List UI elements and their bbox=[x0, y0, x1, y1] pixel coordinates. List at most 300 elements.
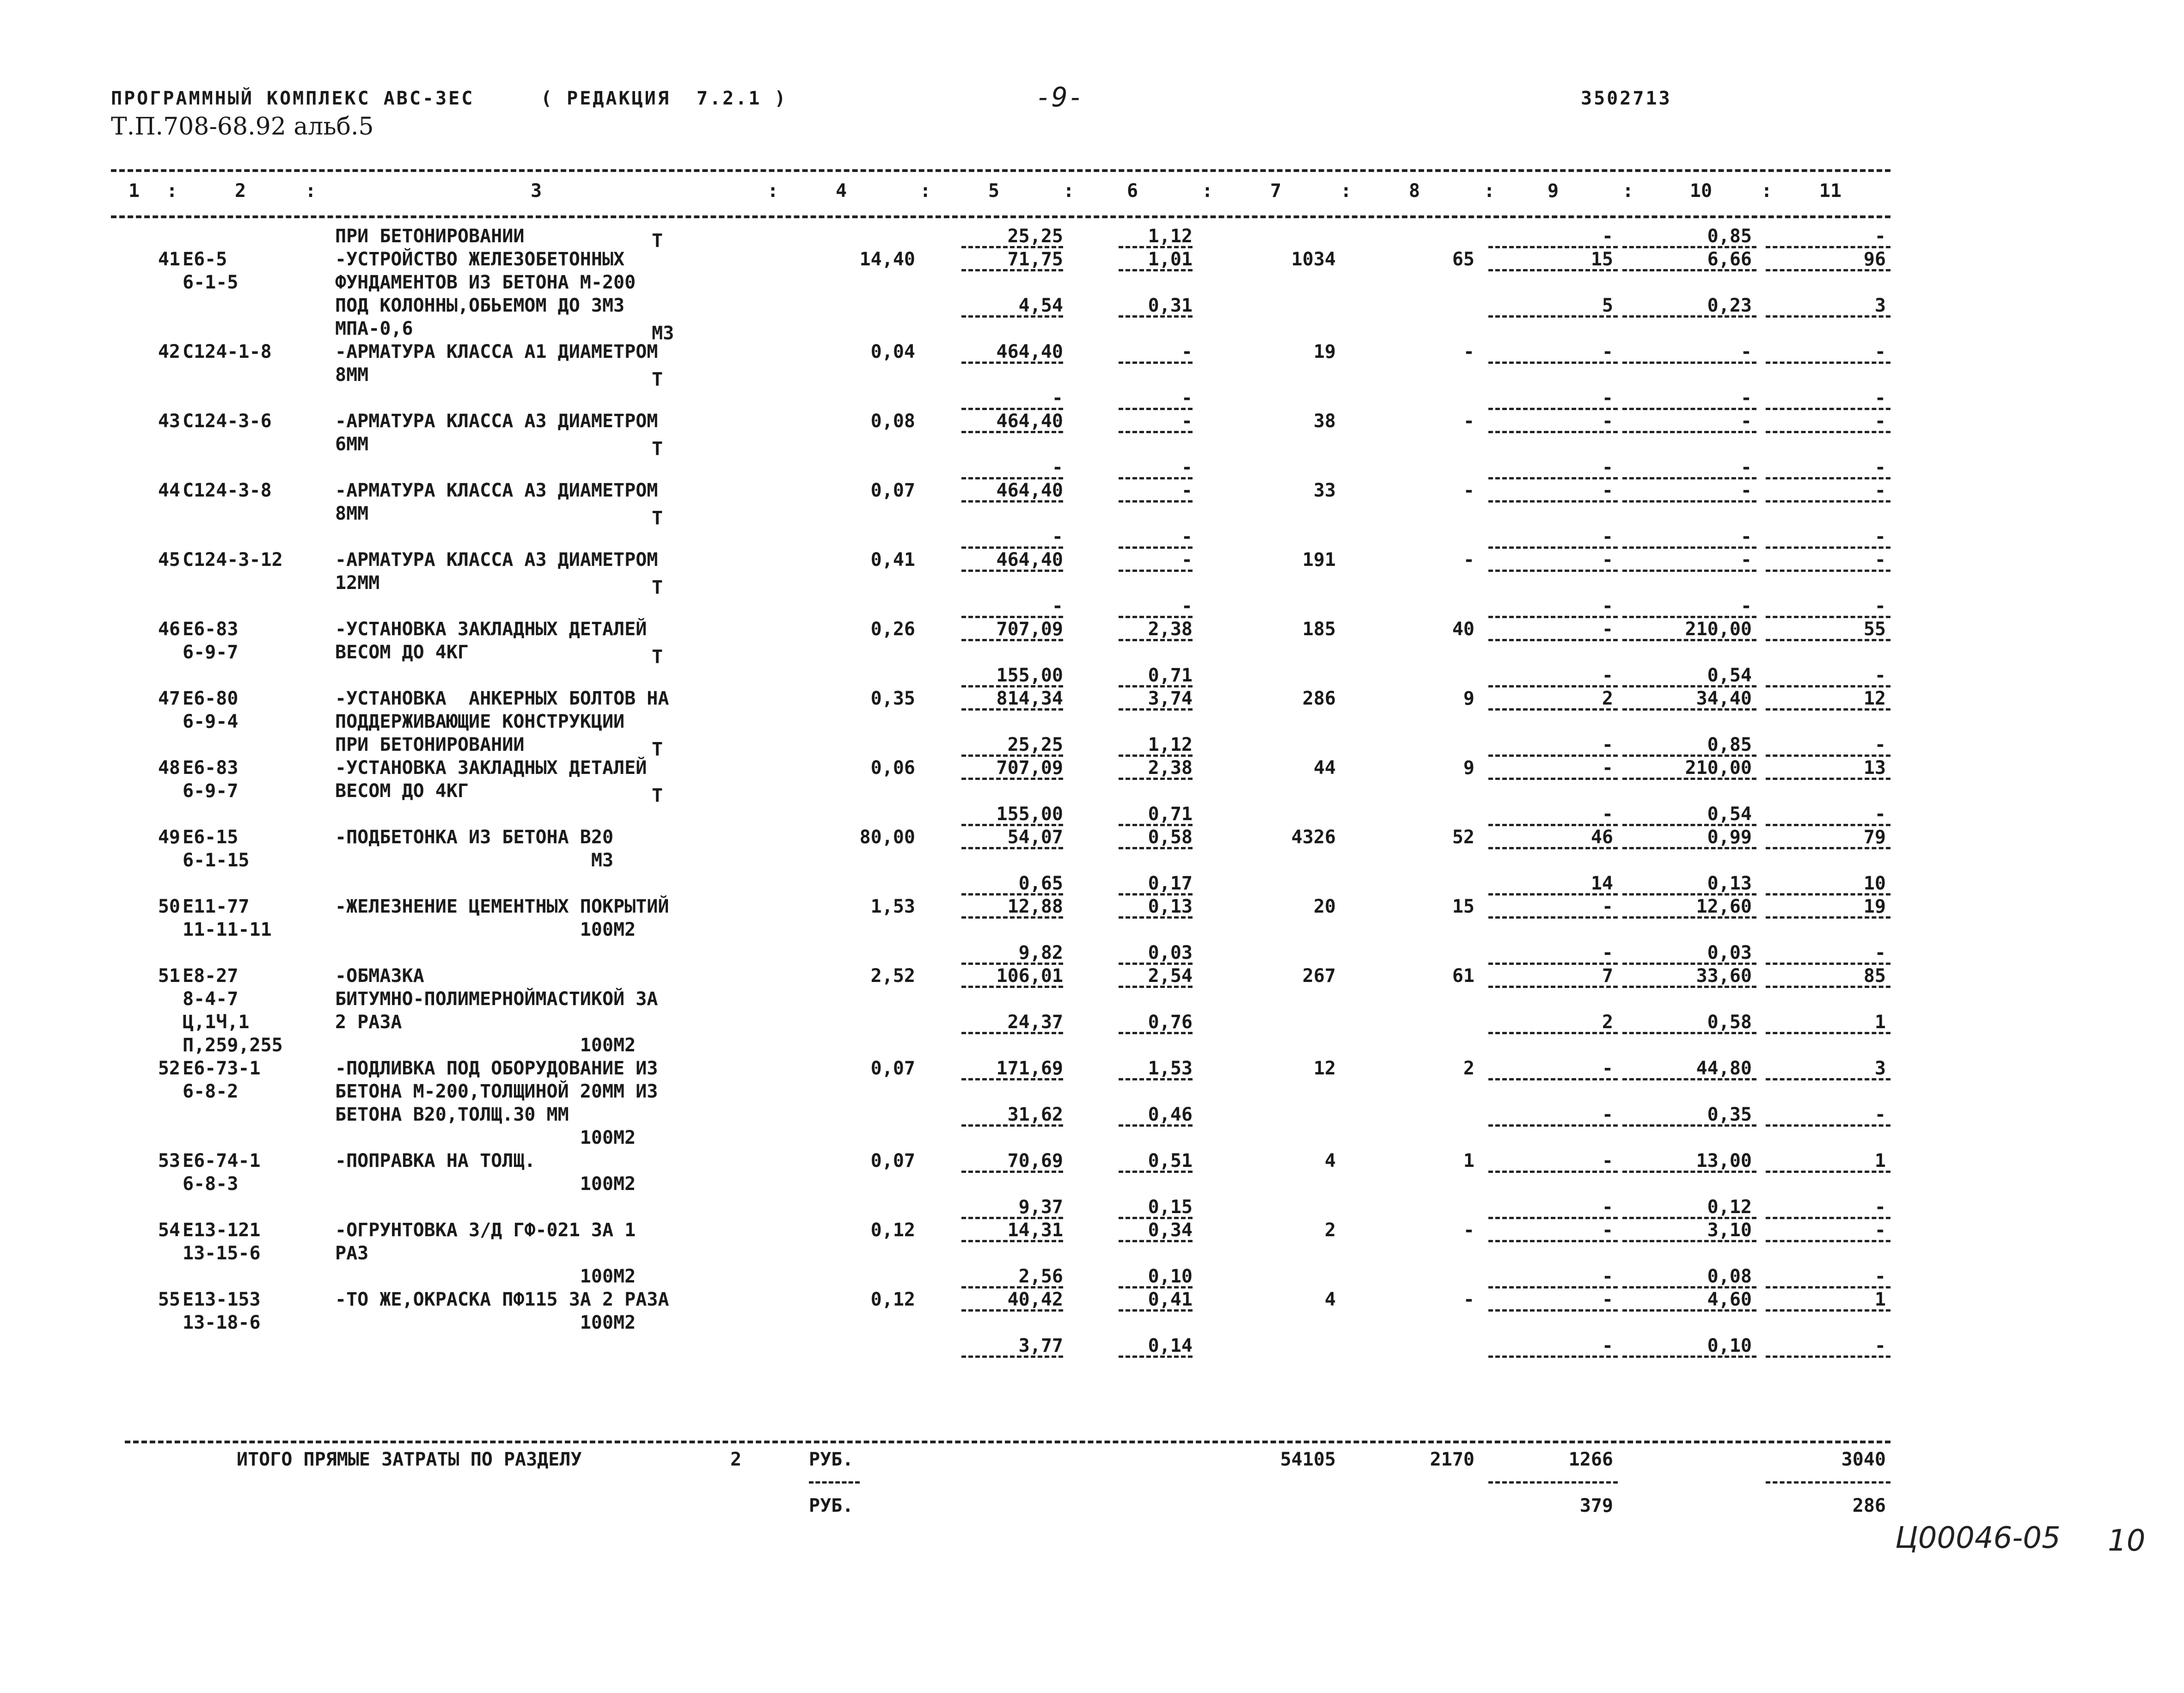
value-underline bbox=[961, 500, 1063, 503]
column-header-6: 6 bbox=[1126, 180, 1138, 202]
cell-col1: 55 bbox=[158, 1289, 180, 1310]
cell-col2: 6-1-5 bbox=[183, 272, 239, 293]
cell-col11: - bbox=[1874, 1266, 1886, 1287]
cell-col7: 20 bbox=[1313, 896, 1336, 917]
column-separator: : bbox=[1340, 180, 1352, 202]
cell-col3: ПРИ БЕТОНИРОВАНИИ bbox=[335, 734, 525, 755]
value-underline bbox=[1622, 639, 1756, 641]
cell-col3: БЕТОНА В20,ТОЛЩ.30 ММ bbox=[335, 1104, 569, 1125]
cell-col11: 85 bbox=[1863, 965, 1886, 987]
cell-col3: 8ММ bbox=[335, 364, 369, 386]
cell-col6: 0,31 bbox=[1148, 295, 1193, 316]
value-underline bbox=[961, 362, 1063, 364]
cell-col10: - bbox=[1740, 549, 1752, 570]
cell-col3: 100М2 bbox=[335, 1312, 636, 1333]
cell-col9: - bbox=[1602, 619, 1613, 640]
cell-col3: 8ММ bbox=[335, 503, 369, 524]
cell-col9: 14 bbox=[1591, 873, 1613, 894]
cell-col11: 1 bbox=[1874, 1012, 1886, 1033]
cell-col1: 50 bbox=[158, 896, 180, 917]
cell-col9: 46 bbox=[1591, 827, 1613, 848]
column-header-7: 7 bbox=[1270, 180, 1282, 202]
cell-col2: Е6-73-1 bbox=[183, 1058, 261, 1079]
cell-col6: 0,03 bbox=[1148, 942, 1193, 963]
value-underline bbox=[1119, 1240, 1193, 1242]
cell-col5: 31,62 bbox=[1007, 1104, 1063, 1125]
cell-col6: 0,58 bbox=[1148, 827, 1193, 848]
cell-col3: БИТУМНО-ПОЛИМЕРНОЙМАСТИКОЙ ЗА bbox=[335, 988, 658, 1010]
archive-stamp-code: Ц00046-05 bbox=[1895, 1521, 2061, 1555]
cell-col3: 12ММ bbox=[335, 572, 380, 594]
value-underline bbox=[1488, 315, 1618, 318]
archive-stamp-number: 10 bbox=[2108, 1524, 2146, 1558]
value-underline bbox=[1488, 778, 1618, 780]
cell-col8: - bbox=[1463, 1289, 1474, 1310]
cell-col1: 53 bbox=[158, 1150, 180, 1172]
value-underline bbox=[1622, 847, 1756, 849]
cell-col3: -ОГРУНТОВКА З/Д ГФ-021 ЗА 1 bbox=[335, 1220, 636, 1241]
value-underline bbox=[1488, 986, 1618, 988]
cell-col11: - bbox=[1874, 387, 1886, 409]
value-underline bbox=[1622, 778, 1756, 780]
cell-col9: - bbox=[1602, 1150, 1613, 1172]
value-underline bbox=[1622, 269, 1756, 271]
column-header-3: 3 bbox=[530, 180, 542, 202]
cell-col8: - bbox=[1463, 411, 1474, 432]
cell-col5: 464,40 bbox=[996, 480, 1063, 501]
cell-col11: 55 bbox=[1863, 619, 1886, 640]
cell-col6: 0,17 bbox=[1148, 873, 1193, 894]
cell-col6: 0,76 bbox=[1148, 1012, 1193, 1033]
value-underline bbox=[1488, 362, 1618, 364]
value-underline bbox=[1622, 1078, 1756, 1080]
totals-col11: 3040 bbox=[1841, 1449, 1886, 1470]
totals-unit-1: РУБ. bbox=[809, 1449, 854, 1470]
column-separator: : bbox=[1202, 180, 1213, 202]
cell-col4: 2,52 bbox=[870, 965, 915, 987]
cell-col1: 51 bbox=[158, 965, 180, 987]
totals-col7: 54105 bbox=[1280, 1449, 1336, 1470]
column-separator: : bbox=[1063, 180, 1075, 202]
cell-col11: - bbox=[1874, 1335, 1886, 1356]
value-underline bbox=[1119, 1032, 1193, 1034]
value-underline bbox=[1119, 708, 1193, 711]
value-underline bbox=[961, 916, 1063, 919]
cell-col10: 210,00 bbox=[1685, 619, 1752, 640]
cell-col5: 70,69 bbox=[1007, 1150, 1063, 1172]
cell-col11: 79 bbox=[1863, 827, 1886, 848]
cell-col3: БЕТОНА М-200,ТОЛЩИНОЙ 20ММ ИЗ bbox=[335, 1081, 658, 1102]
cell-col2: Е13-121 bbox=[183, 1220, 261, 1241]
cell-col3: ВЕСОМ ДО 4КГ bbox=[335, 642, 469, 663]
value-underline bbox=[1622, 1032, 1756, 1034]
cell-col3: 100М2 bbox=[335, 1173, 636, 1195]
row-unit: Т bbox=[652, 438, 663, 460]
cell-col2: 6-9-7 bbox=[183, 780, 239, 802]
value-underline bbox=[1766, 362, 1890, 364]
value-underline bbox=[961, 847, 1063, 849]
cell-col3: 6ММ bbox=[335, 434, 369, 455]
cell-col1: 49 bbox=[158, 827, 180, 848]
value-underline bbox=[1119, 986, 1193, 988]
cell-col3: -ПОДБЕТОНКА ИЗ БЕТОНА В20 bbox=[335, 827, 614, 848]
totals-label: ИТОГО ПРЯМЫЕ ЗАТРАТЫ ПО РАЗДЕЛУ bbox=[237, 1449, 582, 1470]
cell-col5: 155,00 bbox=[996, 804, 1063, 825]
value-underline bbox=[1488, 269, 1618, 271]
cell-col10: - bbox=[1740, 411, 1752, 432]
cell-col8: 9 bbox=[1463, 757, 1474, 779]
cell-col6: - bbox=[1181, 526, 1193, 547]
cell-col6: 0,51 bbox=[1148, 1150, 1193, 1172]
column-separator: : bbox=[1622, 180, 1634, 202]
cell-col8: - bbox=[1463, 480, 1474, 501]
column-separator: : bbox=[1484, 180, 1495, 202]
column-header-11: 11 bbox=[1819, 180, 1842, 202]
cell-col5: 171,69 bbox=[996, 1058, 1063, 1079]
cell-col8: 65 bbox=[1452, 249, 1474, 270]
value-underline bbox=[1766, 778, 1890, 780]
value-underline bbox=[1766, 708, 1890, 711]
value-underline bbox=[1119, 916, 1193, 919]
cell-col9: - bbox=[1602, 549, 1613, 570]
cell-col2: 8-4-7 bbox=[183, 988, 239, 1010]
cell-col4: 0,12 bbox=[870, 1220, 915, 1241]
cell-col6: 3,74 bbox=[1148, 688, 1193, 709]
cell-col10: 3,10 bbox=[1707, 1220, 1752, 1241]
cell-col6: 2,38 bbox=[1148, 757, 1193, 779]
cell-col11: - bbox=[1874, 942, 1886, 963]
value-underline bbox=[1622, 1356, 1756, 1358]
cell-col7: 286 bbox=[1302, 688, 1336, 709]
column-header-2: 2 bbox=[234, 180, 246, 202]
totals-col11-foreign: 286 bbox=[1852, 1495, 1886, 1516]
cell-col11: - bbox=[1874, 734, 1886, 755]
value-underline bbox=[1488, 847, 1618, 849]
cell-col4: 0,07 bbox=[870, 1150, 915, 1172]
cell-col10: - bbox=[1740, 480, 1752, 501]
value-underline bbox=[1119, 1356, 1193, 1358]
cell-col3: РАЗ bbox=[335, 1243, 369, 1264]
value-underline bbox=[1488, 708, 1618, 711]
cell-col4: 0,08 bbox=[870, 411, 915, 432]
totals-unit-2: РУБ. bbox=[809, 1495, 854, 1516]
cell-col2: С124-3-8 bbox=[183, 480, 272, 501]
value-underline bbox=[1488, 500, 1618, 503]
value-underline bbox=[1622, 1309, 1756, 1312]
column-separator: : bbox=[305, 180, 317, 202]
cell-col10: 0,58 bbox=[1707, 1012, 1752, 1033]
value-underline bbox=[1622, 1124, 1756, 1127]
cell-col9: - bbox=[1602, 734, 1613, 755]
value-underline bbox=[1766, 570, 1890, 572]
cell-col6: - bbox=[1181, 457, 1193, 478]
cell-col1: 54 bbox=[158, 1220, 180, 1241]
cell-col2: Е13-153 bbox=[183, 1289, 261, 1310]
cell-col5: 814,34 bbox=[996, 688, 1063, 709]
cell-col9: - bbox=[1602, 896, 1613, 917]
cell-col6: 0,41 bbox=[1148, 1289, 1193, 1310]
cell-col2: 6-9-7 bbox=[183, 642, 239, 663]
value-underline bbox=[961, 1078, 1063, 1080]
value-underline bbox=[1488, 1309, 1618, 1312]
cell-col3: -АРМАТУРА КЛАССА А3 ДИАМЕТРОМ bbox=[335, 411, 658, 432]
cell-col11: - bbox=[1874, 549, 1886, 570]
column-header-9: 9 bbox=[1547, 180, 1559, 202]
cell-col9: - bbox=[1602, 804, 1613, 825]
cell-col3: -АРМАТУРА КЛАССА А1 ДИАМЕТРОМ bbox=[335, 341, 658, 362]
cell-col9: - bbox=[1602, 226, 1613, 247]
cell-col9: - bbox=[1602, 1289, 1613, 1310]
cell-col5: 2,56 bbox=[1018, 1266, 1063, 1287]
cell-col8: 15 bbox=[1452, 896, 1474, 917]
value-underline bbox=[1488, 570, 1618, 572]
cell-col9: - bbox=[1602, 387, 1613, 409]
cell-col2: Е6-80 bbox=[183, 688, 239, 709]
cell-col3: 100М2 bbox=[335, 1035, 636, 1056]
cell-col1: 44 bbox=[158, 480, 180, 501]
cell-col5: 464,40 bbox=[996, 341, 1063, 362]
value-underline bbox=[1622, 570, 1756, 572]
value-underline bbox=[961, 639, 1063, 641]
cell-col9: 7 bbox=[1602, 965, 1613, 987]
totals-col9-rule bbox=[1488, 1481, 1618, 1484]
value-underline bbox=[1766, 1124, 1890, 1127]
cell-col2: Е6-74-1 bbox=[183, 1150, 261, 1172]
cell-col5: - bbox=[1052, 457, 1063, 478]
cell-col4: 0,07 bbox=[870, 480, 915, 501]
cell-col7: 4326 bbox=[1291, 827, 1336, 848]
totals-col8: 2170 bbox=[1430, 1449, 1474, 1470]
cell-col3: ПРИ БЕТОНИРОВАНИИ bbox=[335, 226, 525, 247]
value-underline bbox=[1766, 269, 1890, 271]
cell-col11: - bbox=[1874, 457, 1886, 478]
cell-col5: - bbox=[1052, 526, 1063, 547]
row-unit: Т bbox=[652, 785, 663, 806]
cell-col6: 1,01 bbox=[1148, 249, 1193, 270]
cell-col11: - bbox=[1874, 665, 1886, 686]
column-header-1: 1 bbox=[128, 180, 140, 202]
cell-col9: - bbox=[1602, 526, 1613, 547]
column-separator: : bbox=[1761, 180, 1773, 202]
cell-col11: 96 bbox=[1863, 249, 1886, 270]
value-underline bbox=[1622, 431, 1756, 433]
cell-col7: 2 bbox=[1324, 1220, 1336, 1241]
value-underline bbox=[961, 431, 1063, 433]
cell-col5: 0,65 bbox=[1018, 873, 1063, 894]
cell-col6: 0,34 bbox=[1148, 1220, 1193, 1241]
cell-col9: - bbox=[1602, 665, 1613, 686]
cell-col9: - bbox=[1602, 757, 1613, 779]
cell-col5: 12,88 bbox=[1007, 896, 1063, 917]
cell-col2: Ц,1Ч,1 bbox=[183, 1012, 250, 1033]
value-underline bbox=[961, 315, 1063, 318]
value-underline bbox=[1488, 1124, 1618, 1127]
cell-col3: 100М2 bbox=[335, 1266, 636, 1287]
program-title: ПРОГРАММНЫЙ КОМПЛЕКС АВС-3ЕС bbox=[111, 88, 475, 109]
cell-col9: - bbox=[1602, 1196, 1613, 1218]
cell-col5: 54,07 bbox=[1007, 827, 1063, 848]
cell-col11: 3 bbox=[1874, 1058, 1886, 1079]
cell-col2: С124-3-12 bbox=[183, 549, 283, 570]
cell-col6: 1,12 bbox=[1148, 226, 1193, 247]
cell-col9: - bbox=[1602, 411, 1613, 432]
cell-col11: 13 bbox=[1863, 757, 1886, 779]
cell-col3: -АРМАТУРА КЛАССА А3 ДИАМЕТРОМ bbox=[335, 480, 658, 501]
value-underline bbox=[1766, 1240, 1890, 1242]
value-underline bbox=[1119, 1124, 1193, 1127]
cell-col3: -ТО ЖЕ,ОКРАСКА ПФ115 ЗА 2 РАЗА bbox=[335, 1289, 669, 1310]
cell-col10: 44,80 bbox=[1696, 1058, 1752, 1079]
column-header-4: 4 bbox=[835, 180, 847, 202]
cell-col11: 1 bbox=[1874, 1150, 1886, 1172]
cell-col3: -УСТАНОВКА АНКЕРНЫХ БОЛТОВ НА bbox=[335, 688, 669, 709]
cell-col9: - bbox=[1602, 1335, 1613, 1356]
cell-col6: - bbox=[1181, 387, 1193, 409]
cell-col5: 14,31 bbox=[1007, 1220, 1063, 1241]
cell-col8: 40 bbox=[1452, 619, 1474, 640]
cell-col2: Е6-83 bbox=[183, 619, 239, 640]
cell-col1: 41 bbox=[158, 249, 180, 270]
cell-col7: 4 bbox=[1324, 1289, 1336, 1310]
page-number: -9- bbox=[1035, 81, 1084, 113]
cell-col2: С124-1-8 bbox=[183, 341, 272, 362]
cell-col2: Е8-27 bbox=[183, 965, 239, 987]
value-underline bbox=[1766, 1171, 1890, 1173]
cell-col3: 100М2 bbox=[335, 1127, 636, 1148]
value-underline bbox=[961, 986, 1063, 988]
cell-col9: - bbox=[1602, 457, 1613, 478]
column-header-8: 8 bbox=[1408, 180, 1420, 202]
cell-col9: - bbox=[1602, 1058, 1613, 1079]
cell-col5: 464,40 bbox=[996, 411, 1063, 432]
cell-col2: 6-1-15 bbox=[183, 850, 250, 871]
cell-col8: 2 bbox=[1463, 1058, 1474, 1079]
cell-col2: Е6-83 bbox=[183, 757, 239, 779]
value-underline bbox=[1766, 1032, 1890, 1034]
cell-col3: 100М2 bbox=[335, 919, 636, 940]
document-code: 3502713 bbox=[1581, 88, 1672, 109]
value-underline bbox=[1622, 362, 1756, 364]
cell-col2: С124-3-6 bbox=[183, 411, 272, 432]
cell-col11: - bbox=[1874, 1196, 1886, 1218]
value-underline bbox=[1766, 847, 1890, 849]
cell-col10: 6,66 bbox=[1707, 249, 1752, 270]
cell-col8: 52 bbox=[1452, 827, 1474, 848]
cell-col7: 4 bbox=[1324, 1150, 1336, 1172]
cell-col7: 33 bbox=[1313, 480, 1336, 501]
cell-col10: 0,10 bbox=[1707, 1335, 1752, 1356]
cell-col1: 52 bbox=[158, 1058, 180, 1079]
cell-col6: 1,53 bbox=[1148, 1058, 1193, 1079]
cell-col8: 9 bbox=[1463, 688, 1474, 709]
value-underline bbox=[1119, 431, 1193, 433]
totals-col9-foreign: 379 bbox=[1579, 1495, 1613, 1516]
cell-col10: 12,60 bbox=[1696, 896, 1752, 917]
cell-col3: -ОБМАЗКА bbox=[335, 965, 424, 987]
cell-col6: 0,71 bbox=[1148, 665, 1193, 686]
cell-col10: - bbox=[1740, 595, 1752, 617]
cell-col11: - bbox=[1874, 411, 1886, 432]
value-underline bbox=[1119, 778, 1193, 780]
cell-col4: 0,12 bbox=[870, 1289, 915, 1310]
value-underline bbox=[1766, 431, 1890, 433]
column-separator: : bbox=[767, 180, 779, 202]
value-underline bbox=[1622, 315, 1756, 318]
cell-col6: 0,46 bbox=[1148, 1104, 1193, 1125]
cell-col10: 0,85 bbox=[1707, 226, 1752, 247]
cell-col4: 1,53 bbox=[870, 896, 915, 917]
totals-top-rule bbox=[125, 1441, 1890, 1443]
cell-col1: 48 bbox=[158, 757, 180, 779]
cell-col8: 1 bbox=[1463, 1150, 1474, 1172]
cell-col11: 10 bbox=[1863, 873, 1886, 894]
value-underline bbox=[1766, 986, 1890, 988]
cell-col2: 13-18-6 bbox=[183, 1312, 261, 1333]
value-underline bbox=[1488, 639, 1618, 641]
cell-col9: - bbox=[1602, 595, 1613, 617]
cell-col5: 40,42 bbox=[1007, 1289, 1063, 1310]
cell-col8: - bbox=[1463, 549, 1474, 570]
cell-col3: ФУНДАМЕНТОВ ИЗ БЕТОНА М-200 bbox=[335, 272, 636, 293]
cell-col11: - bbox=[1874, 526, 1886, 547]
cell-col9: - bbox=[1602, 480, 1613, 501]
value-underline bbox=[1488, 916, 1618, 919]
cell-col2: Е6-15 bbox=[183, 827, 239, 848]
cell-col1: 47 bbox=[158, 688, 180, 709]
cell-col5: 24,37 bbox=[1007, 1012, 1063, 1033]
value-underline bbox=[1622, 708, 1756, 711]
value-underline bbox=[1622, 986, 1756, 988]
value-underline bbox=[1119, 1078, 1193, 1080]
cell-col2: П,259,255 bbox=[183, 1035, 283, 1056]
cell-col3: ПОД КОЛОННЫ,ОБЬЕМОМ ДО 3М3 bbox=[335, 295, 625, 316]
cell-col3: 2 РАЗА bbox=[335, 1012, 402, 1033]
header-bottom-rule bbox=[111, 215, 1890, 218]
cell-col10: 0,85 bbox=[1707, 734, 1752, 755]
cell-col7: 12 bbox=[1313, 1058, 1336, 1079]
cell-col4: 0,35 bbox=[870, 688, 915, 709]
cell-col1: 46 bbox=[158, 619, 180, 640]
cell-col9: - bbox=[1602, 1266, 1613, 1287]
value-underline bbox=[961, 778, 1063, 780]
value-underline bbox=[961, 708, 1063, 711]
cell-col10: 4,60 bbox=[1707, 1289, 1752, 1310]
cell-col6: 2,38 bbox=[1148, 619, 1193, 640]
cell-col1: 42 bbox=[158, 341, 180, 362]
cell-col2: 13-15-6 bbox=[183, 1243, 261, 1264]
cell-col7: 267 bbox=[1302, 965, 1336, 987]
cell-col8: - bbox=[1463, 1220, 1474, 1241]
column-header-5: 5 bbox=[988, 180, 1000, 202]
cell-col10: - bbox=[1740, 526, 1752, 547]
cell-col9: 2 bbox=[1602, 1012, 1613, 1033]
value-underline bbox=[1119, 500, 1193, 503]
cell-col7: 185 bbox=[1302, 619, 1336, 640]
value-underline bbox=[1622, 1240, 1756, 1242]
row-unit: Т bbox=[652, 577, 663, 598]
row-unit: М3 bbox=[652, 323, 674, 344]
cell-col6: - bbox=[1181, 341, 1193, 362]
cell-col2: 6-8-2 bbox=[183, 1081, 239, 1102]
cell-col4: 0,41 bbox=[870, 549, 915, 570]
cell-col9: 5 bbox=[1602, 295, 1613, 316]
cell-col1: 45 bbox=[158, 549, 180, 570]
cell-col3: МПА-0,6 bbox=[335, 318, 413, 339]
row-unit: Т bbox=[652, 646, 663, 668]
cell-col10: 0,13 bbox=[1707, 873, 1752, 894]
cell-col10: 210,00 bbox=[1685, 757, 1752, 779]
cell-col5: 106,01 bbox=[996, 965, 1063, 987]
